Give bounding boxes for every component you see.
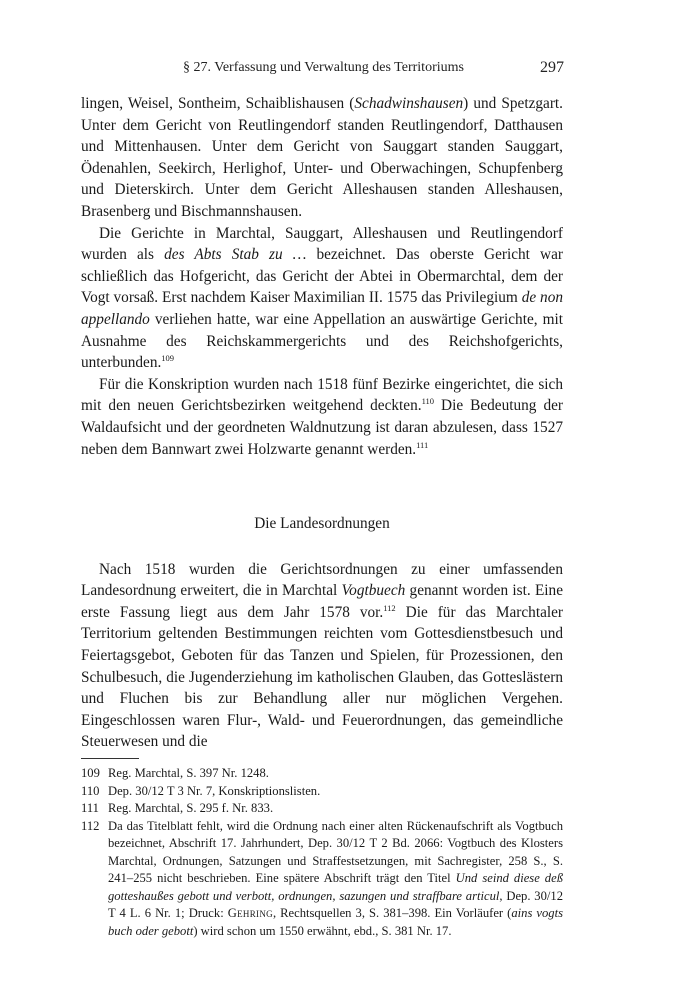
text-run: Die für das Marchtaler Territorium geltenden Bestimmungen reichten vom Gottesdienstbesuch und Feiertagsgebot, Geboten für das Tanzen und Spielen, für Prozessionen, den Schulbesuch, die Jugenderziehung im katholischen Glauben, das Gotteslästern und Fluchen bis zur Behandlung aller nur möglichen Vergehen. Eingeschlossen waren Flur-, Wald- und Feuerordnungen, das gemeindliche Steuerwesen und die <box>81 603 563 751</box>
footnote-112 <box>81 818 563 941</box>
footnote-110 <box>81 783 563 801</box>
footnote-divider <box>81 758 139 759</box>
paragraph-3 <box>81 374 563 460</box>
page-number: 297 <box>540 59 564 76</box>
text-run: Für die Konskription wurden nach 1518 fünf Bezirke eingerichtet, die sich mit den neuen Gerichtsbezirken weitgehend deckten. <box>81 375 563 415</box>
text-run: , Dep. 30/12 T 4 L. 6 Nr. 1; Druck: <box>108 888 563 921</box>
running-title: § 27. Verfassung und Verwaltung des Territoriums <box>183 60 464 75</box>
footnote-111 <box>81 800 563 818</box>
footnote-text: Reg. Marchtal, S. 397 Nr. 1248. <box>108 766 269 781</box>
italic-term: Vogtbuech <box>341 582 406 600</box>
paragraph-4 <box>81 559 563 753</box>
footnote-text <box>108 818 563 941</box>
text-run: Die Gerichte in Marchtal, Sauggart, Alleshausen und Reutlingendorf wurden als <box>81 224 563 264</box>
footnote-text: Reg. Marchtal, S. 295 f. Nr. 833. <box>108 801 274 816</box>
text-run: genannt worden ist. Eine erste Fassung liegt aus dem Jahr 1578 vor. <box>81 582 563 621</box>
text-run: Nach 1518 wurden die Gerichtsordnungen zu einer umfassenden Landesordnung erweitert, die in Marchtal <box>81 560 563 600</box>
body-text <box>81 93 563 940</box>
footnote-text: Dep. 30/12 T 3 Nr. 7, Konskriptionslisten. <box>108 783 321 798</box>
footnote-ref-109[interactable]: 109 <box>161 353 175 364</box>
paragraph-2 <box>81 223 563 374</box>
text-run: bezeichnet. Das oberste Gericht war schließlich das Hofgericht, das Gericht der Abtei in Obermarchtal, dem der Vogt vorsaß. Erst nachdem Kaiser Maximilian II. 1575 das Privilegium <box>81 246 563 307</box>
footnote-ref-111[interactable]: 111 <box>416 439 429 450</box>
footnote-109 <box>81 765 563 783</box>
text-run: verliehen hatte, war eine Appellation an auswärtige Gerichte, mit Ausnahme des Reichskammergerichts und des Reichshofgerichts, unterbunden. <box>81 310 563 372</box>
text-run: , Rechtsquellen 3, S. 381–398. Ein Vorläufer ( <box>272 906 512 921</box>
italic-title: ains vogts buch oder gebott <box>108 906 563 938</box>
italic-term: Schadwinshausen <box>354 95 464 112</box>
footnote-ref-110[interactable]: 110 <box>421 396 434 407</box>
footnote-number: 111 <box>81 801 99 816</box>
italic-term: des Abts Stab zu … <box>164 246 307 264</box>
text-run: Die Bedeutung der Waldaufsicht und der geordneten Waldnutzung ist daran abzulesen, dass 1527 neben dem Bannwart zwei Holzwarte genannt werden. <box>81 397 563 458</box>
author-name: Gehring <box>227 906 273 921</box>
text-run: lingen, Weisel, Sontheim, Schaiblishausen ( <box>81 95 355 112</box>
footnote-number: 109 <box>81 766 100 781</box>
text-run: ) wird schon um 1550 erwähnt, ebd., S. 381 Nr. 17. <box>193 923 452 938</box>
italic-title: Und seind diese deß gotteshaußes gebott und verbott, ordnungen, sazungen und straffbare articul <box>108 871 563 903</box>
text-run: Da das Titelblatt fehlt, wird die Ordnung nach einer alten Rückenaufschrift als Vogtbuch bezeichnet, Abschrift 17. Jahrhundert, Dep. 30/12 T 2 Bd. 2066: Vogtbuch des Klosters Marchtal, Ordnungen, Satzungen und Straffestsetzungen, mit Sachregister, 258 S., S. 241–255 nicht beschrieben. Eine spätere Abschrift trägt den Titel <box>108 818 563 886</box>
footnote-number: 112 <box>81 818 100 833</box>
footnote-number: 110 <box>81 783 100 798</box>
text-run: ) und Spetzgart. Unter dem Gericht von Reutlingendorf standen Reutlingendorf, Datthausen und Mittenhausen. Unter dem Gericht von Sauggart standen Sauggart, Ödenahlen, Seekirch, Herlighof, Unter- und Oberwachingen, Schupfenberg und Dieterskirch. Unter dem Gericht Alleshausen standen Alleshausen, Brasenberg und Bischmannshausen. <box>81 95 563 220</box>
italic-term: de non appellando <box>81 289 563 328</box>
paragraph-1 <box>81 93 563 223</box>
footnote-ref-112[interactable]: 112 <box>383 602 396 613</box>
section-heading: Die Landesordnungen <box>254 515 390 533</box>
